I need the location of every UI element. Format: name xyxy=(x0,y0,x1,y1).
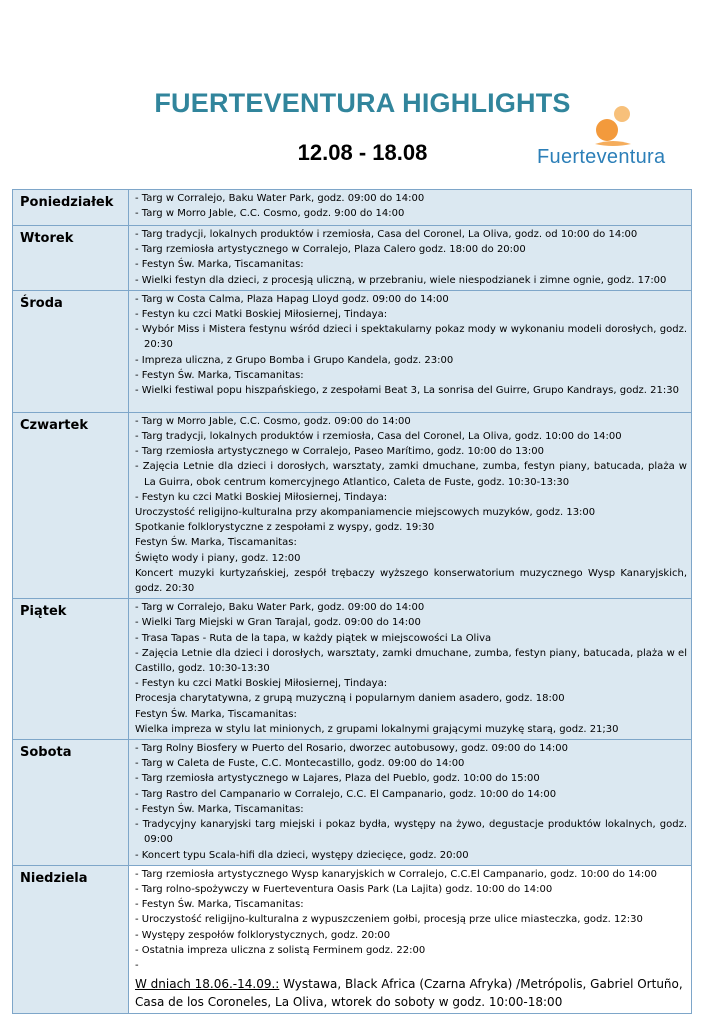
event-line: - Festyn Św. Marka, Tiscamanitas: xyxy=(135,803,304,815)
event-line: - Targ w Morro Jable, C.C. Cosmo, godz. 09:00 do 14:00 xyxy=(135,415,411,427)
event-line: - Targ w Caleta de Fuste, C.C. Montecastillo, godz. 09:00 do 14:00 xyxy=(135,758,465,770)
event-line: - Targ tradycji, lokalnych produktów i rzemiosła, Casa del Coronel, La Oliva, godz. 10:00 do 14:00 xyxy=(135,431,622,443)
day-events xyxy=(129,599,692,740)
event-line: - Festyn Św. Marka, Tiscamanitas: xyxy=(135,899,304,911)
day-row-friday xyxy=(13,599,692,740)
note-date: W dniach 18.06.-14.09.: xyxy=(135,977,280,992)
event-line: - Koncert typu Scala-hifi dla dzieci, występy dziecięce, godz. 20:00 xyxy=(135,849,469,861)
event-line: - Targ rzemiosła artystycznego Wysp kanaryjskich w Corralejo, C.C.El Campanario, godz. 10:00 do 14:00 xyxy=(135,868,657,880)
event-line: - Zajęcia Letnie dla dzieci i dorosłych, warsztaty, zamki dmuchane, zumba, festyn piany, batucada, plaża w el Castillo, godz. 10:30-13:30 xyxy=(135,647,687,675)
event-line: - Wybór Miss i Mistera festynu wśród dzieci i spektakularny pokaz mody w wykonaniu modeli dorosłych, godz. 20:30 xyxy=(135,324,687,351)
day-name: Środa xyxy=(13,290,129,412)
event-line: - Festyn Św. Marka, Tiscamanitas: xyxy=(135,259,304,271)
day-events xyxy=(129,226,692,291)
event-line: Festyn Św. Marka, Tiscamanitas: xyxy=(135,537,297,549)
event-line: - Zajęcia Letnie dla dzieci i dorosłych, warsztaty, zamki dmuchane, zumba, festyn piany, batucada, plaża w La Guirra, obok centrum komercyjnego Atlantico, Caleta de Fuste, godz. 10:30-13:30 xyxy=(135,461,687,488)
event-line: - Wielki festyn dla dzieci, z procesją uliczną, w przebraniu, wiele niespodzianek i zimne ognie, godz. 17:00 xyxy=(135,274,667,286)
day-row-saturday xyxy=(13,740,692,866)
day-events xyxy=(129,190,692,226)
event-line: - Festyn ku czci Matki Boskiej Miłosiernej, Tindaya: xyxy=(135,678,388,690)
event-line: - Targ rolno-spożywczy w Fuerteventura Oasis Park (La Lajita) godz. 10:00 do 14:00 xyxy=(135,883,553,895)
event-line: - Wielki Targ Miejski w Gran Tarajal, godz. 09:00 do 14:00 xyxy=(135,617,421,629)
day-events xyxy=(129,412,692,598)
event-line: - Ostatnia impreza uliczna z solistą Ferminem godz. 22:00 xyxy=(135,944,426,956)
page-title: FUERTEVENTURA HIGHLIGHTS xyxy=(154,88,571,118)
event-line: - Targ rzemiosła artystycznego w Lajares, Plaza del Pueblo, godz. 10:00 do 15:00 xyxy=(135,773,540,785)
day-name: Sobota xyxy=(13,740,129,866)
event-line: - Targ Rolny Biosfery w Puerto del Rosario, dworzec autobusowy, godz. 09:00 do 14:00 xyxy=(135,743,569,755)
event-line: - Występy zespołów folklorystycznych, godz. 20:00 xyxy=(135,929,391,941)
day-name: Czwartek xyxy=(13,412,129,598)
logo-text: Fuerteventura xyxy=(537,146,666,168)
note-text: Wystawa, Black Africa (Czarna Afryka) /Metrópolis, Gabriel Ortuño, Casa de los Coroneles, La Oliva, wtorek do soboty w godz. 10:00-18:00 xyxy=(135,977,683,1010)
event-line: - Festyn ku czci Matki Boskiej Miłosiernej, Tindaya: xyxy=(135,491,388,503)
event-line: - Targ w Costa Calma, Plaza Hapag Lloyd godz. 09:00 do 14:00 xyxy=(135,293,449,305)
day-row-monday xyxy=(13,190,692,226)
day-events xyxy=(129,740,692,866)
event-line: - Trasa Tapas - Ruta de la tapa, w każdy piątek w miejscowości La Oliva xyxy=(135,632,492,644)
event-line: - Festyn ku czci Matki Boskiej Miłosiernej, Tindaya: xyxy=(135,309,388,321)
day-events xyxy=(129,865,692,1013)
event-line: - Festyn Św. Marka, Tiscamanitas: xyxy=(135,369,304,381)
date-range: 12.08 - 18.08 xyxy=(297,140,428,165)
day-name: Niedziela xyxy=(13,865,129,1013)
event-line: - Targ rzemiosła artystycznego w Corralejo, Plaza Calero godz. 18:00 do 20:00 xyxy=(135,244,526,256)
event-line: Festyn Św. Marka, Tiscamanitas: xyxy=(135,708,297,720)
day-row-wednesday xyxy=(13,290,692,412)
event-line: - Uroczystość religijno-kulturalna z wypuszczeniem gołbi, procesją prze ulice miasteczka, godz. 12:30 xyxy=(135,914,643,926)
event-line: - Targ w Corralejo, Baku Water Park, godz. 09:00 do 14:00 xyxy=(135,602,425,614)
event-line: - Targ Rastro del Campanario w Corralejo, C.C. El Campanario, godz. 10:00 do 14:00 xyxy=(135,788,557,800)
day-row-thursday xyxy=(13,412,692,598)
event-line: - Targ tradycji, lokalnych produktów i rzemiosła, Casa del Coronel, La Oliva, godz. od 10:00 do 14:00 xyxy=(135,229,638,240)
day-name: Poniedziałek xyxy=(13,190,129,226)
event-line: - Targ w Corralejo, Baku Water Park, godz. 09:00 do 14:00 xyxy=(135,193,425,204)
event-line: - Impreza uliczna, z Grupo Bomba i Grupo Kandela, godz. 23:00 xyxy=(135,354,454,366)
event-line: - Wielki festiwal popu hiszpańskiego, z zespołami Beat 3, La sonrisa del Guirre, Grupo Kandrays, godz. 21:30 xyxy=(135,385,679,397)
event-line: - Targ rzemiosła artystycznego w Corralejo, Paseo Marítimo, godz. 10:00 do 13:00 xyxy=(135,446,544,458)
event-line: Spotkanie folklorystyczne z zespołami z wyspy, godz. 19:30 xyxy=(135,522,435,534)
event-line: Uroczystość religijno-kulturalna przy akompaniamencie miejscowych muzyków, godz. 13:00 xyxy=(135,507,596,519)
event-line: Koncert muzyki kurtyzańskiej, zespół trębaczy wyższego konserwatorium muzycznego Wysp Kanaryjskich, godz. 20:30 xyxy=(135,567,687,595)
schedule-table xyxy=(12,189,692,1014)
day-name: Piątek xyxy=(13,599,129,740)
event-line: Wielka impreza w stylu lat minionych, z grupami lokalnymi grającymi muzykę starą, godz. 21;30 xyxy=(135,723,619,735)
day-name: Wtorek xyxy=(13,226,129,291)
day-row-sunday xyxy=(13,865,692,1013)
day-events xyxy=(129,290,692,412)
event-line: Święto wody i piany, godz. 12:00 xyxy=(135,552,301,564)
event-line: - Targ w Morro Jable, C.C. Cosmo, godz. 9:00 do 14:00 xyxy=(135,208,405,220)
event-line: - xyxy=(135,959,139,971)
event-line: - Tradycyjny kanaryjski targ miejski i pokaz bydła, występy na żywo, degustacje produktów lokalnych, godz. 09:00 xyxy=(135,819,687,846)
day-row-tuesday xyxy=(13,226,692,291)
event-line: Procesja charytatywna, z grupą muzyczną i popularnym daniem asadero, godz. 18:00 xyxy=(135,693,565,705)
exhibition-note xyxy=(135,973,687,1011)
